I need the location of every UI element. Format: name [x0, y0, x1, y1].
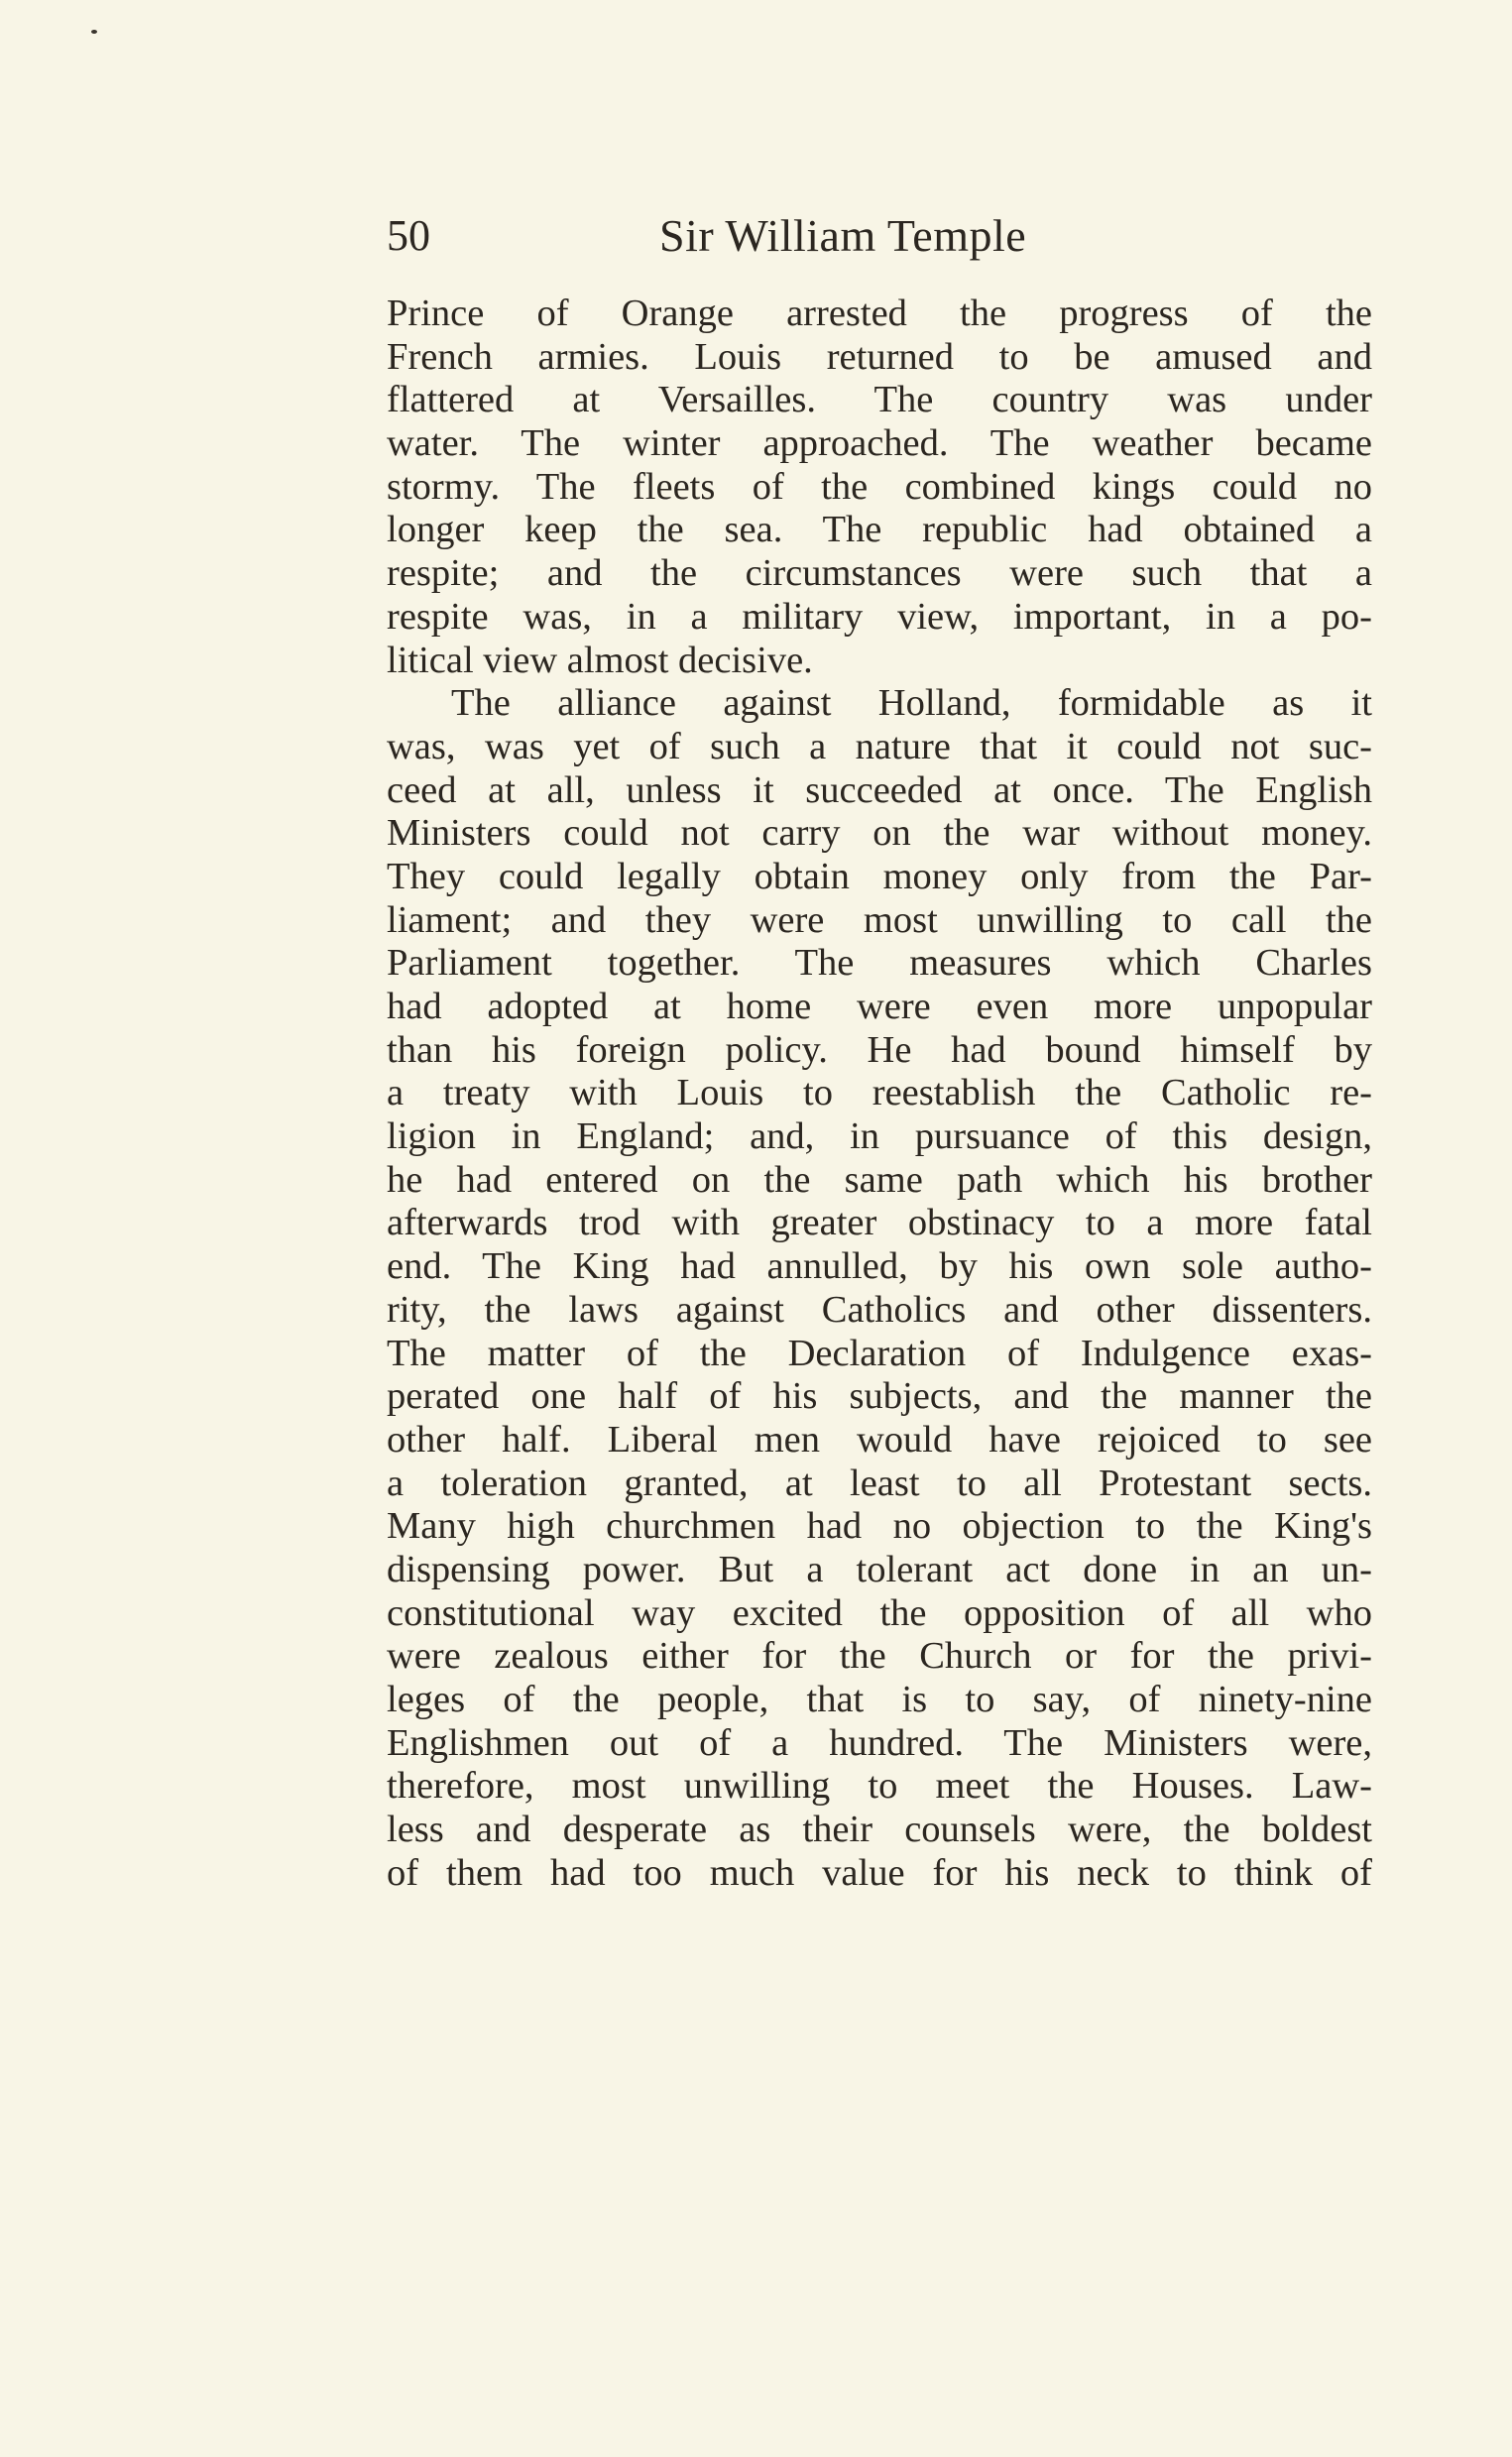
page-header — [387, 206, 1378, 266]
text-line: respite; and the circumstances were such that a — [387, 552, 1372, 595]
page-number: 50 — [387, 211, 430, 260]
text-line: flattered at Versailles. The country was under — [387, 379, 1372, 421]
text-line: French armies. Louis returned to be amused and — [387, 335, 1372, 378]
text-line: perated one half of his subjects, and the manner the — [387, 1375, 1372, 1418]
text-line: he had entered on the same path which his brother — [387, 1158, 1372, 1201]
text-line: Many high churchmen had no objection to the King's — [387, 1505, 1372, 1548]
ink-speck — [91, 30, 97, 34]
text-line: less and desperate as their counsels were, the boldest — [387, 1809, 1372, 1851]
text-line: stormy. The fleets of the combined kings could no — [387, 465, 1372, 508]
text-line: rity, the laws against Catholics and other dissenters. — [387, 1288, 1372, 1331]
text-line: ligion in England; and, in pursuance of this design, — [387, 1115, 1372, 1158]
text-line: respite was, in a military view, important, in a po- — [387, 595, 1372, 638]
text-line: dispensing power. But a tolerant act done in an un- — [387, 1548, 1372, 1590]
text-line: Prince of Orange arrested the progress of the — [387, 292, 1372, 334]
text-line: Parliament together. The measures which Charles — [387, 942, 1372, 985]
text-line: therefore, most unwilling to meet the Houses. Law- — [387, 1765, 1372, 1808]
text-line: of them had too much value for his neck to think of — [387, 1851, 1372, 1894]
text-line: a treaty with Louis to reestablish the Catholic re- — [387, 1072, 1372, 1114]
running-title: Sir William Temple — [659, 210, 1027, 261]
text-line: were zealous either for the Church or for the privi- — [387, 1635, 1372, 1678]
text-line: was, was yet of such a nature that it could not suc- — [387, 725, 1372, 767]
text-line: than his foreign policy. He had bound himself by — [387, 1028, 1372, 1071]
text-line: constitutional way excited the opposition of all who — [387, 1591, 1372, 1634]
text-line: afterwards trod with greater obstinacy to a more fatal — [387, 1202, 1372, 1244]
text-line: Englishmen out of a hundred. The Ministers were, — [387, 1721, 1372, 1764]
text-line: had adopted at home were even more unpopular — [387, 986, 1372, 1027]
body-text — [387, 292, 1372, 1895]
text-line: longer keep the sea. The republic had obtained a — [387, 509, 1372, 551]
text-line: end. The King had annulled, by his own sole autho- — [387, 1245, 1372, 1288]
text-line: litical view almost decisive. — [387, 639, 813, 681]
text-line: They could legally obtain money only from the Par- — [387, 855, 1372, 897]
text-line: a toleration granted, at least to all Protestant sects. — [387, 1462, 1372, 1504]
text-line: leges of the people, that is to say, of ninety-nine — [387, 1679, 1372, 1720]
text-line: Ministers could not carry on the war without money. — [387, 812, 1372, 855]
text-line: ceed at all, unless it succeeded at once. The English — [387, 768, 1372, 811]
text-line: other half. Liberal men would have rejoiced to see — [387, 1418, 1372, 1461]
text-line: liament; and they were most unwilling to call the — [387, 898, 1372, 941]
text-line: The alliance against Holland, formidable as it — [451, 682, 1372, 725]
text-line: The matter of the Declaration of Indulgence exas- — [387, 1332, 1372, 1374]
text-line: water. The winter approached. The weather became — [387, 422, 1372, 465]
